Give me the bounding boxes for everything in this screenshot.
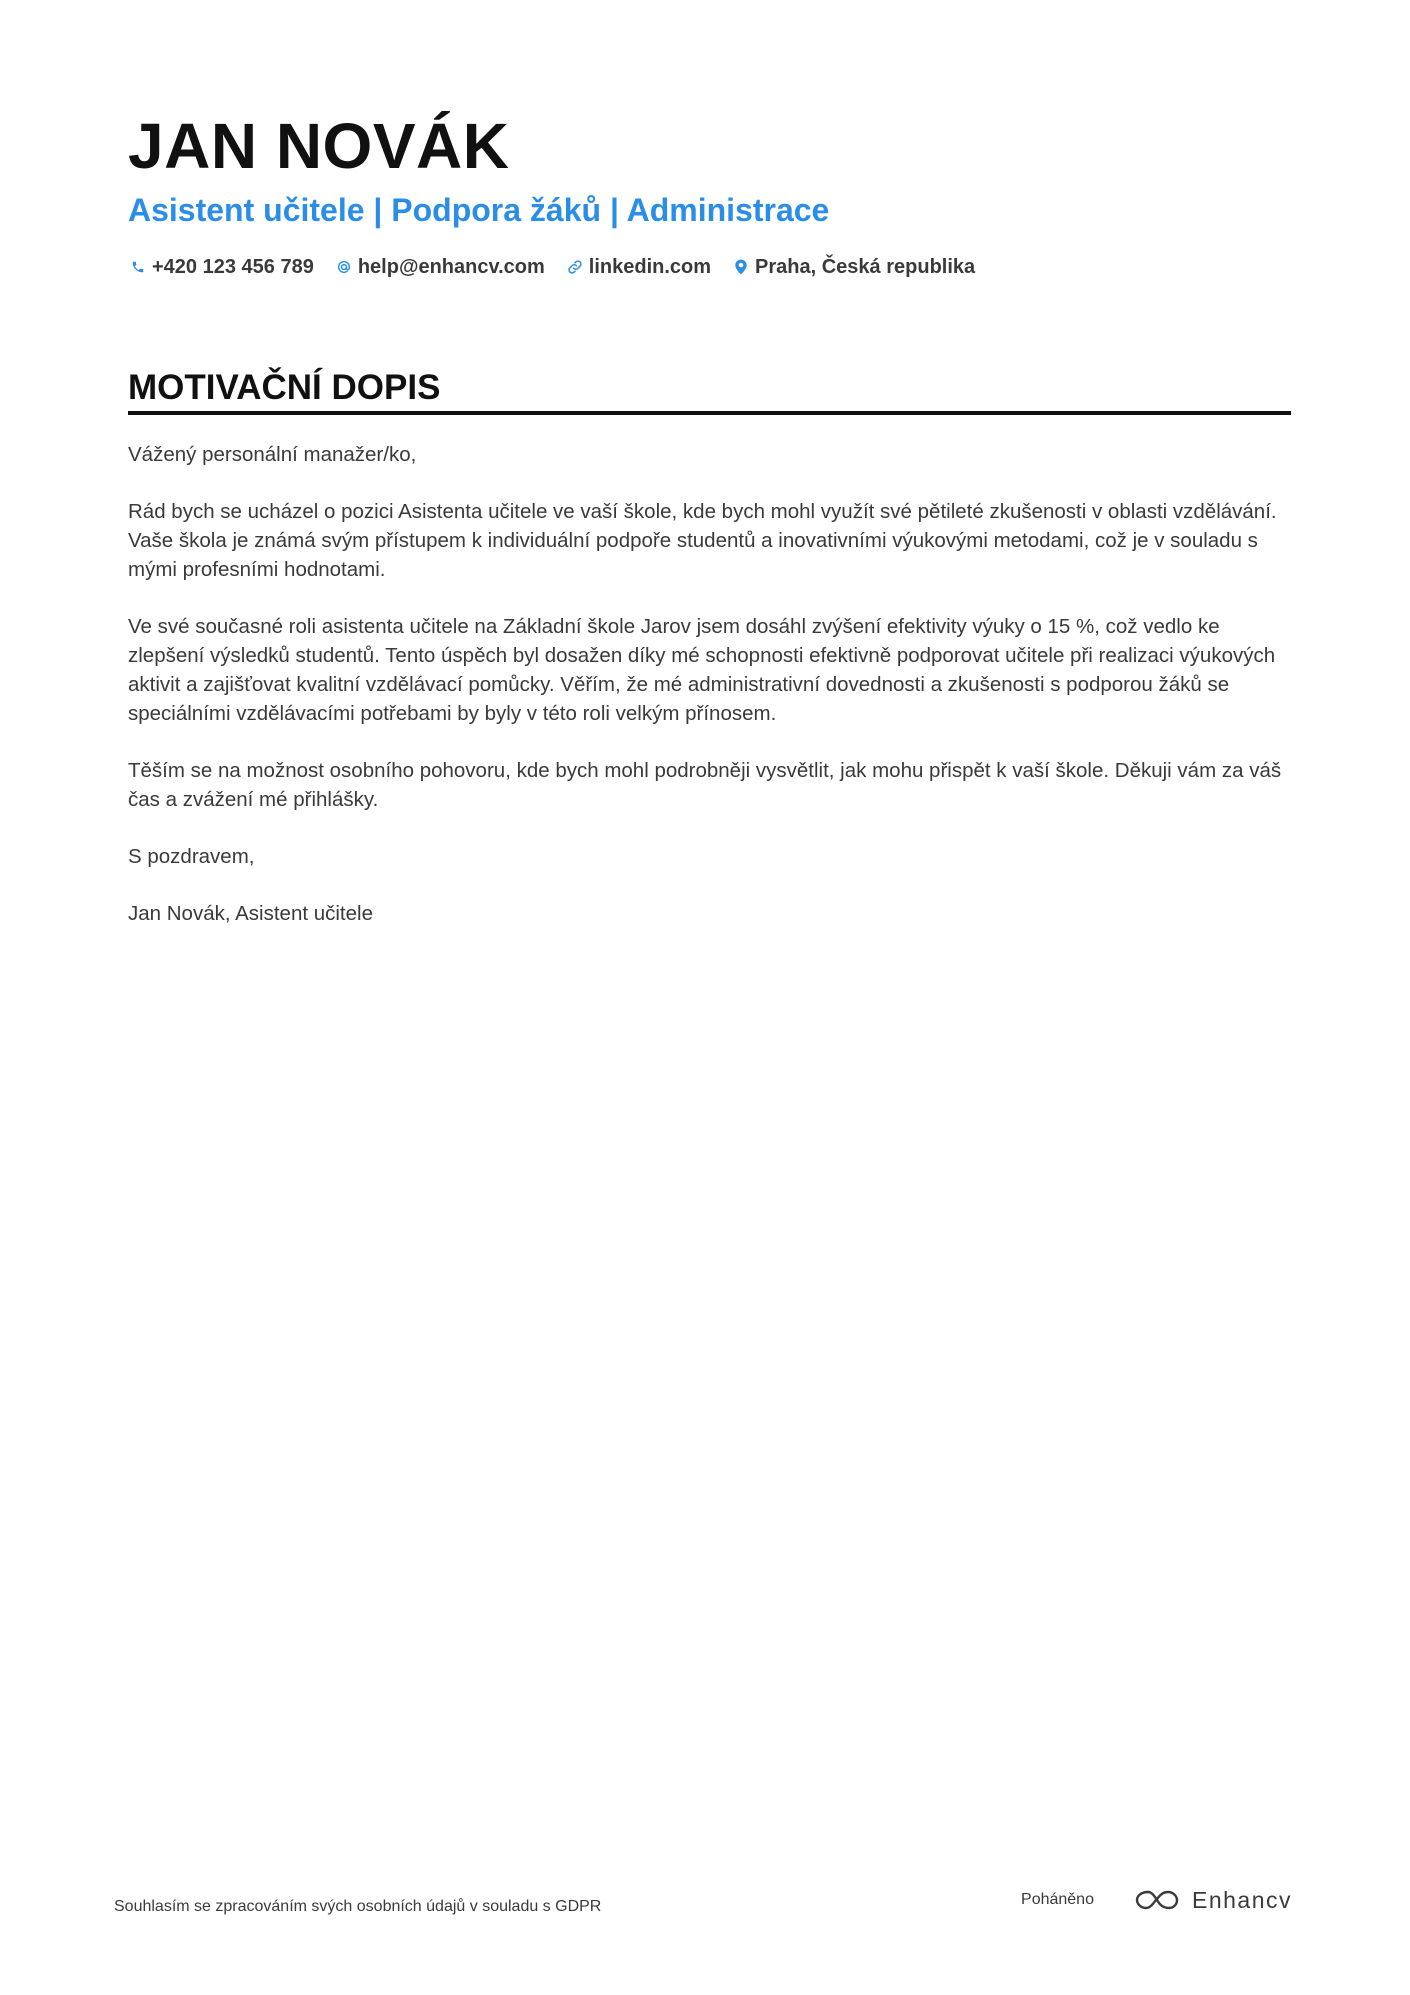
- enhancv-logo-icon: [1134, 1886, 1180, 1914]
- contact-phone: [128, 254, 314, 280]
- enhancv-brand-link[interactable]: [1134, 1886, 1292, 1914]
- contact-bar: [128, 254, 995, 280]
- contact-location-text: Praha, Česká republika: [755, 256, 976, 278]
- letter-closing: S pozdravem,: [128, 845, 255, 868]
- contact-email: [334, 254, 545, 280]
- letter-greeting: Vážený personální manažer/ko,: [128, 443, 417, 466]
- contact-location: [731, 254, 975, 280]
- contact-email-text: help@enhancv.com: [357, 256, 545, 278]
- link-icon: [565, 257, 585, 277]
- section-divider: [128, 411, 1291, 415]
- at-icon: [334, 257, 354, 277]
- letter-body: [128, 440, 1291, 956]
- letter-signature: Jan Novák, Asistent učitele: [128, 902, 373, 925]
- contact-phone-text: +420 123 456 789: [152, 256, 314, 278]
- enhancv-brand-name: Enhancv: [1191, 1887, 1292, 1913]
- gdpr-consent: Souhlasím se zpracováním svých osobních údajů v souladu s GDPR: [114, 1898, 602, 1915]
- contact-linkedin: [565, 254, 711, 280]
- location-pin-icon: [731, 257, 751, 277]
- applicant-name: JAN NOVÁK: [128, 110, 510, 182]
- job-title: Asistent učitele | Podpora žáků | Administrace: [128, 192, 830, 228]
- powered-by: [1021, 1886, 1292, 1914]
- letter-paragraph: Rád bych se ucházel o pozici Asistenta učitele ve vaší škole, kde bych mohl využít své pětileté zkušenosti v oblasti vzdělávání. Vaše škola je známá svým přístupem k individuální podpoře studentů a inovativními výukovými metodami, což je v souladu s mými profesními hodnotami.: [128, 500, 1277, 581]
- phone-icon: [128, 257, 148, 277]
- letter-paragraph: Ve své současné roli asistenta učitele na Základní škole Jarov jsem dosáhl zvýšení efektivity výuky o 15 %, což vedlo ke zlepšení výsledků studentů. Tento úspěch byl dosažen díky mé schopnosti efektivně podporovat učitele při realizaci výukových aktivit a zajišťovat kvalitní vzdělávací pomůcky. Věřím, že mé administrativní dovednosti a zkušenosti s podporou žáků se speciálními vzdělávacími potřebami by byly v této roli velkým přínosem.: [128, 615, 1276, 725]
- section-title: MOTIVAČNÍ DOPIS: [128, 368, 441, 407]
- letter-paragraph: Těším se na možnost osobního pohovoru, kde bych mohl podrobněji vysvětlit, jak mohu přispět k vaší škole. Děkuji vám za váš čas a zvážení mé přihlášky.: [128, 759, 1282, 811]
- contact-linkedin-text: linkedin.com: [588, 256, 712, 278]
- powered-by-label: Poháněno: [1021, 1891, 1094, 1908]
